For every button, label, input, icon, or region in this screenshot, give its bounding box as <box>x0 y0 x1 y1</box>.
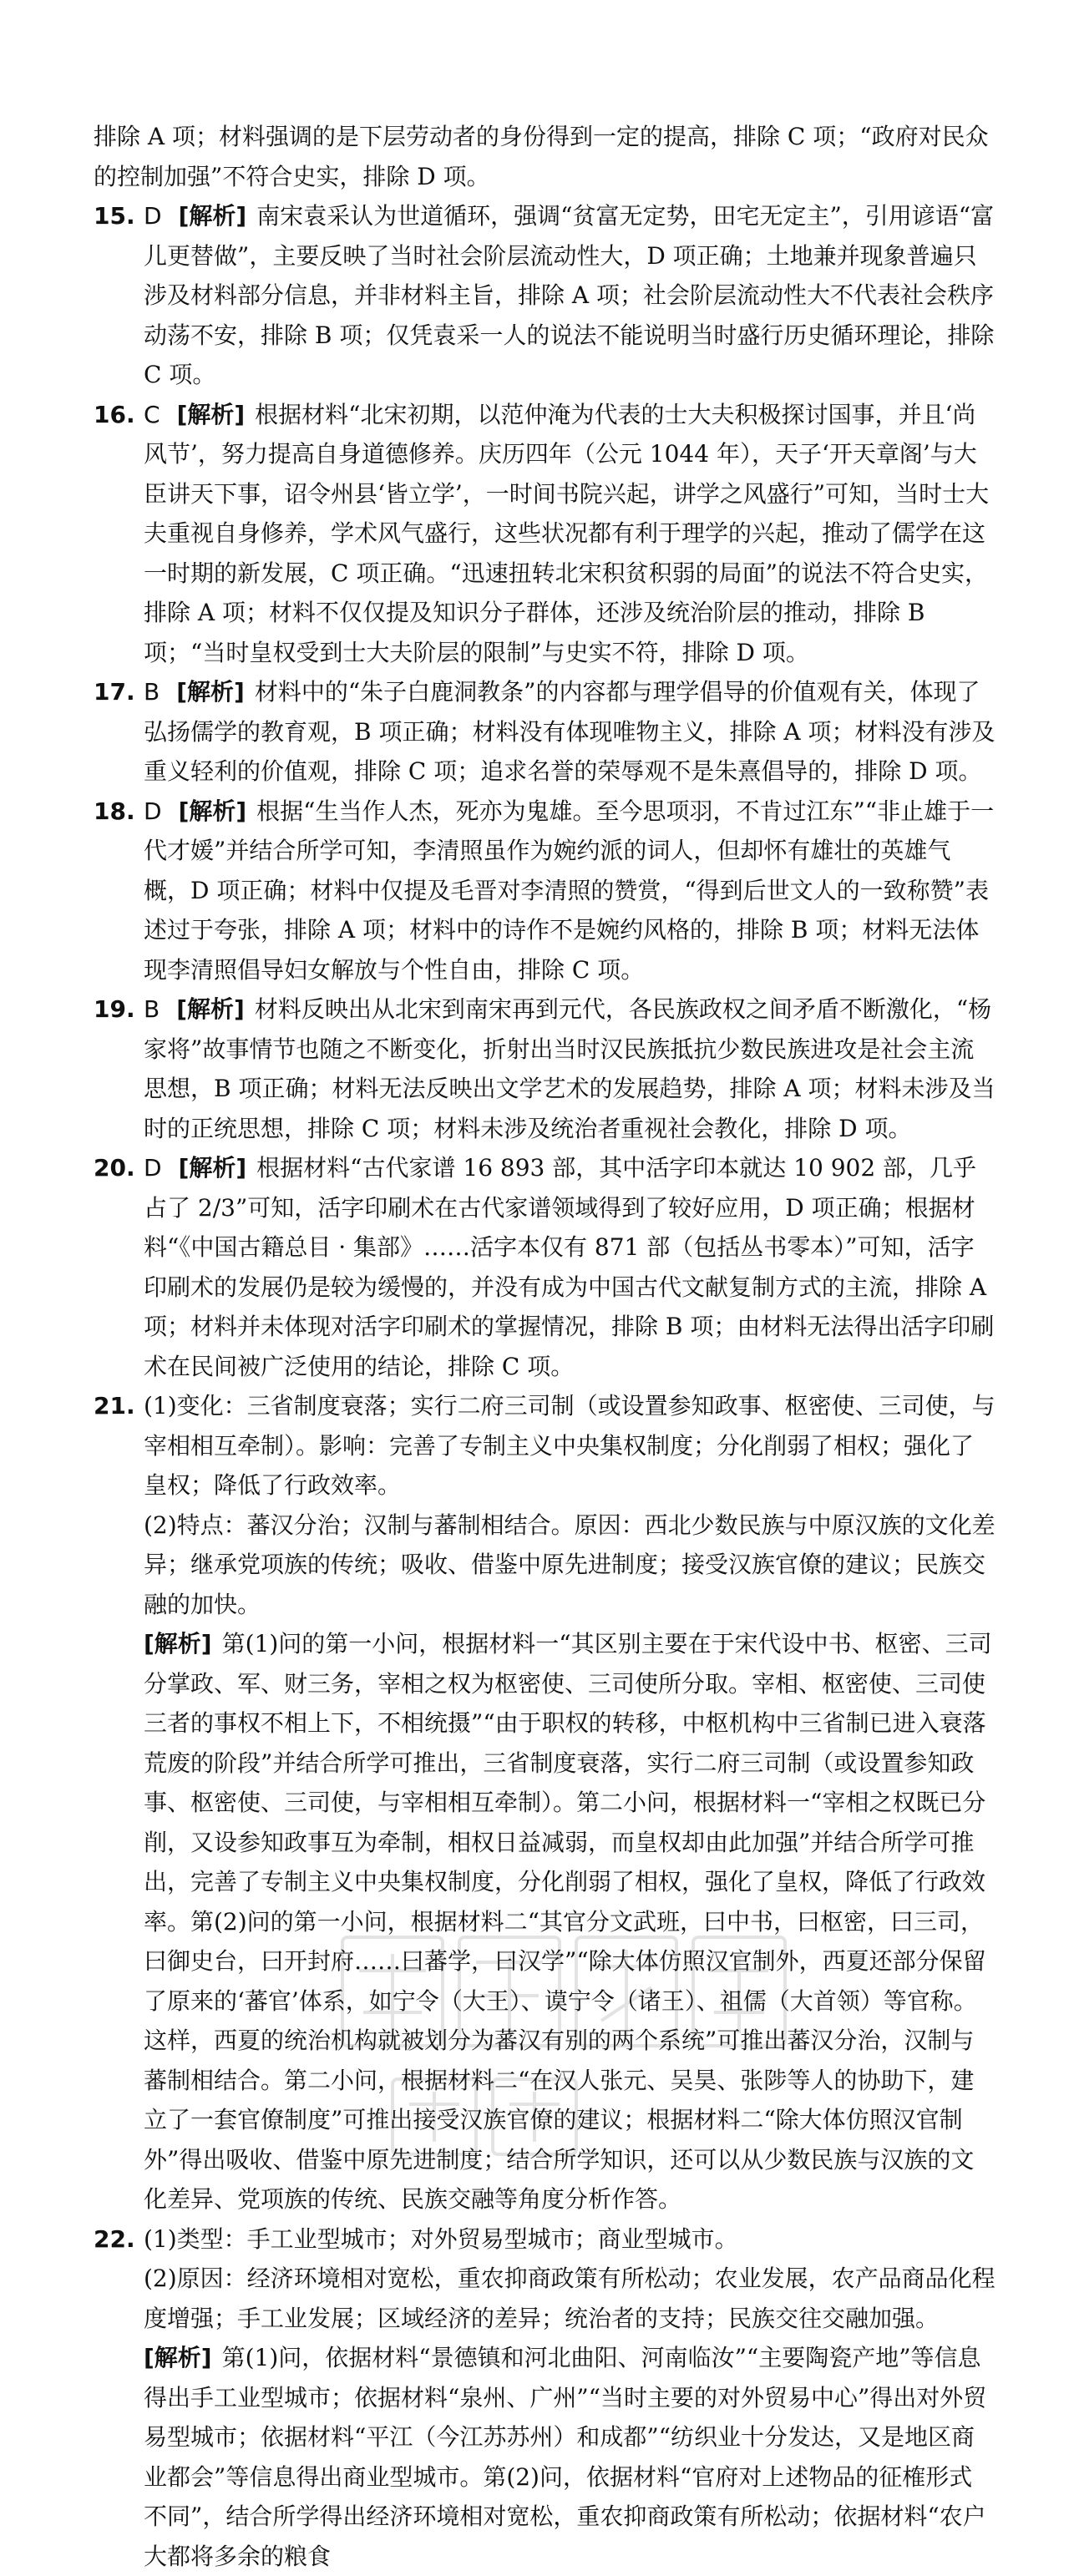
item-number: 15. <box>94 196 135 236</box>
analysis-tag: [解析] <box>144 1630 212 1657</box>
analysis-tag: [解析] <box>177 401 246 428</box>
analysis-tag: [解析] <box>176 995 245 1023</box>
analysis-text: 第(1)问，依据材料“景德镇和河北曲阳、河南临汝”“主要陶瓷产地”等信息得出手工业型城市；依据材料“泉州、广州”“当时主要的对外贸易中心”得出对外贸易型城市；依据材料“平江（今江苏苏州）和成都”“纺织业十分发达，又是地区商业都会”等信息得出商业型城市。第(2)问，依据材料“官府对上述物品的征榷形式不同”，结合所学得出经济环境相对宽松，重农抑商政策有所松动；依据材料“农户大都将多余的粮食 <box>144 2344 986 2570</box>
analysis-tag: [解析] <box>176 678 245 706</box>
item-number: 19. <box>94 989 135 1030</box>
item-explanation: 南宋袁采认为世道循环，强调“贫富无定势，田宅无定主”，引用谚语“富儿更替做”，主要反映了当时社会阶层流动性大，D 项正确；土地兼并现象普遍只涉及材料部分信息，并非材料主旨，排除 A 项；社会阶层流动性大不代表社会秩序动荡不安，排除 B 项；仅凭袁采一人的说法不能说明当时盛行历史循环理论，排除 C 项。 <box>144 202 994 388</box>
item-answer: D <box>144 202 162 230</box>
item-explanation: 根据材料“古代家谱 16 893 部，其中活字印本就达 10 902 部，几乎占了 2/3”可知，活字印刷术在古代家谱领域得到了较好应用，D 项正确；根据材料“《中国古籍总目 · 集部》……活字本仅有 871 部（包括丛书零本）”可知，活字印刷术的发展仍是较为缓慢的，并没有成为中国古代文献复制方式的主流，排除 A 项；材料并未体现对活字印刷术的掌握情况，排除 B 项；由材料无法得出活字印刷术在民间被广泛使用的结论，排除 C 项。 <box>144 1154 994 1380</box>
item-answer: B <box>144 995 160 1023</box>
answer-part-2: (2)特点：蕃汉分治；汉制与蕃制相结合。原因：西北少数民族与中原汉族的文化差异；继承党项族的传统；吸收、借鉴中原先进制度；接受汉族官僚的建议；民族交融的加快。 <box>144 1506 995 1625</box>
analysis-paragraph <box>144 1624 995 2219</box>
answer-item-18 <box>94 792 995 990</box>
answer-text-block <box>94 117 995 2576</box>
item-answer: B <box>144 678 160 706</box>
answer-item-20 <box>94 1148 995 1386</box>
analysis-tag: [解析] <box>179 1154 247 1182</box>
answer-part-1: (1)变化：三省制度衰落；实行二府三司制（或设置参知政事、枢密使、三司使，与宰相相互牵制）。影响：完善了专制主义中央集权制度；分化削弱了相权；强化了皇权；降低了行政效率。 <box>144 1386 995 1506</box>
item-number: 20. <box>94 1148 135 1188</box>
item-number: 18. <box>94 792 135 832</box>
analysis-tag: [解析] <box>144 2344 212 2371</box>
continuation-paragraph <box>94 117 995 196</box>
item-number: 17. <box>94 672 135 712</box>
answer-item-16 <box>94 395 995 673</box>
analysis-tag: [解析] <box>179 797 247 825</box>
answer-item-19 <box>94 989 995 1148</box>
answer-item-21 <box>94 1386 995 2219</box>
item-number: 21. <box>94 1386 135 1426</box>
item-explanation: 材料中的“朱子白鹿洞教条”的内容都与理学倡导的价值观有关，体现了弘扬儒学的教育观，B 项正确；材料没有体现唯物主义，排除 A 项；材料没有涉及重义轻利的价值观，排除 C 项；追求名誉的荣辱观不是朱熹倡导的，排除 D 项。 <box>144 678 995 785</box>
answer-item-17 <box>94 672 995 792</box>
item-explanation: 材料反映出从北宋到南宋再到元代，各民族政权之间矛盾不断激化，“杨家将”故事情节也随之不断变化，折射出当时汉民族抵抗少数民族进攻是社会主流思想，B 项正确；材料无法反映出文学艺术的发展趋势，排除 A 项；材料未涉及当时的正统思想，排除 C 项；材料未涉及统治者重视社会教化，排除 D 项。 <box>144 995 995 1142</box>
item-answer: D <box>144 797 162 825</box>
item-answer: C <box>144 401 160 428</box>
analysis-text: 第(1)问的第一小问，根据材料一“其区别主要在于宋代设中书、枢密、三司分掌政、军、财三务，宰相之权为枢密使、三司使所分取。宰相、枢密使、三司使三者的事权不相上下，不相统摄”“由于职权的转移，中枢机构中三省制已进入衰落荒废的阶段”并结合所学可推出，三省制度衰落，实行二府三司制（或设置参知政事、枢密使、三司使，与宰相相互牵制）。第二小问，根据材料一“宰相之权既已分削，又设参知政事互为牵制，相权日益减弱，而皇权却由此加强”并结合所学可推出，完善了专制主义中央集权制度，分化削弱了相权，强化了皇权，降低了行政效率。第(2)问的第一小问，根据材料二“其官分文武班，曰中书，曰枢密，曰三司，曰御史台，曰开封府……曰蕃学，曰汉学”“除大体仿照汉官制外，西夏还部分保留了原来的‘蕃官’体系，如宁令（大王）、谟宁令（诸王）、祖儒（大首领）等官称。这样，西夏的统治机构就被划分为蕃汉有别的两个系统”可推出蕃汉分治，汉制与蕃制相结合。第二小问，根据材料二“在汉人张元、吴昊、张陟等人的协助下，建立了一套官僚制度”可推出接受汉族官僚的建议；根据材料二“除大体仿照汉官制外”得出吸收、借鉴中原先进制度；结合所学知识，还可以从少数民族与汉族的文化差异、党项族的传统、民族交融等角度分析作答。 <box>144 1630 992 2213</box>
item-answer: D <box>144 1154 162 1182</box>
analysis-tag: [解析] <box>179 202 247 230</box>
item-explanation: 根据“生当作人杰，死亦为鬼雄。至今思项羽，不肯过江东”“非止雄于一代才媛”并结合所学可知，李清照虽作为婉约派的词人，但却怀有雄壮的英雄气概，D 项正确；材料中仅提及毛晋对李清照的赞赏，“得到后世文人的一致称赞”表述过于夸张，排除 A 项；材料中的诗作不是婉约风格的，排除 B 项；材料无法体现李清照倡导妇女解放与个性自由，排除 C 项。 <box>144 797 994 984</box>
answer-item-22 <box>94 2219 995 2576</box>
answer-part-2: (2)原因：经济环境相对宽松，重农抑商政策有所松动；农业发展，农产品商品化程度增强；手工业发展；区域经济的差异；统治者的支持；民族交往交融加强。 <box>144 2259 995 2338</box>
answer-item-15 <box>94 196 995 395</box>
analysis-paragraph <box>144 2338 995 2576</box>
answer-part-1: (1)类型：手工业型城市；对外贸易型城市；商业型城市。 <box>144 2219 995 2260</box>
item-explanation: 根据材料“北宋初期，以范仲淹为代表的士大夫积极探讨国事，并且‘尚风节’，努力提高自身道德修养。庆历四年（公元 1044 年），天子‘开天章阁’与大臣讲天下事，诏令州县‘皆立学’，一时间书院兴起，讲学之风盛行”可知，当时士大夫重视自身修养，学术风气盛行，这些状况都有利于理学的兴起，推动了儒学在这一时期的新发展，C 项正确。“迅速扭转北宋积贫积弱的局面”的说法不符合史实，排除 A 项；材料不仅仅提及知识分子群体，还涉及统治阶层的推动，排除 B 项；“当时皇权受到士大夫阶层的限制”与史实不符，排除 D 项。 <box>144 401 989 666</box>
item-number: 16. <box>94 395 135 435</box>
intro-text: 排除 A 项；材料强调的是下层劳动者的身份得到一定的提高，排除 C 项；“政府对民众的控制加强”不符合史实，排除 D 项。 <box>94 123 989 190</box>
item-number: 22. <box>94 2219 135 2260</box>
